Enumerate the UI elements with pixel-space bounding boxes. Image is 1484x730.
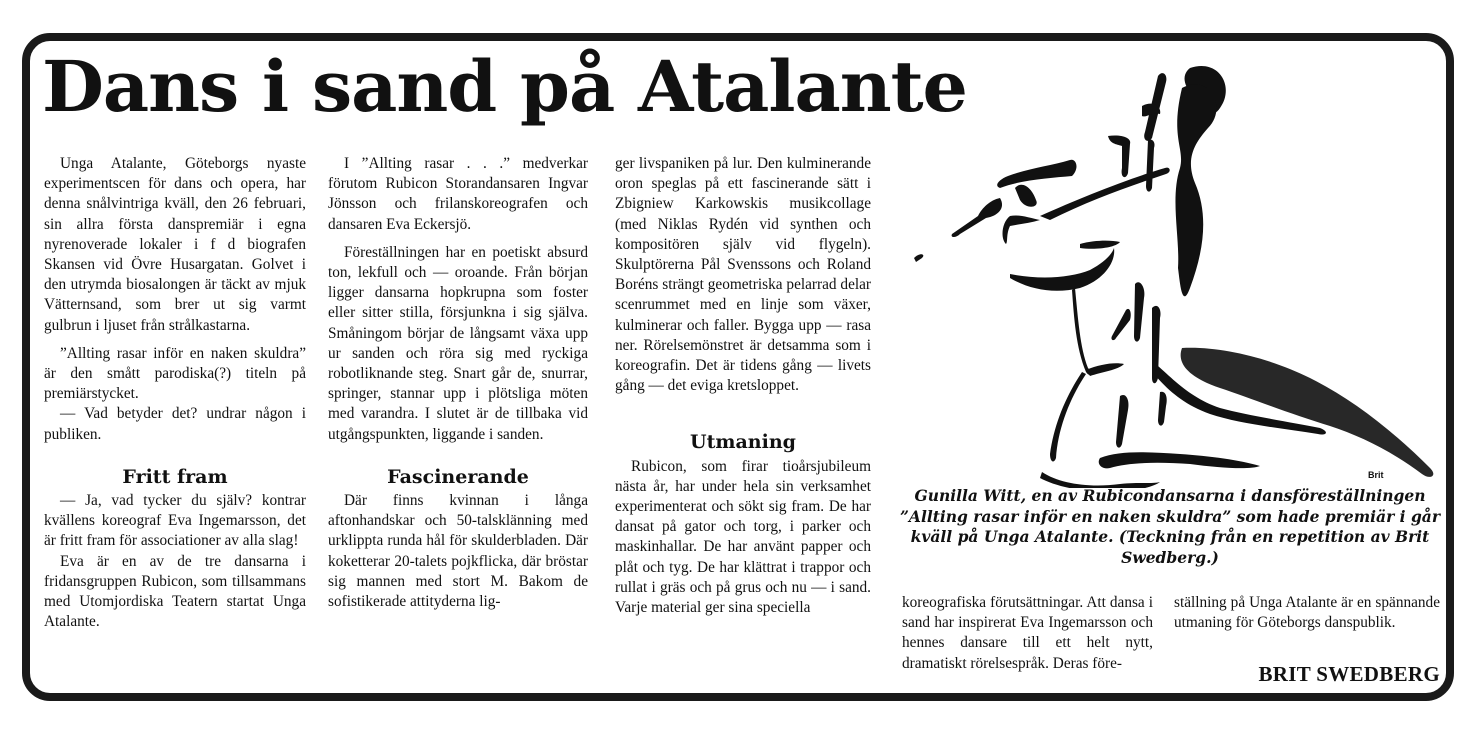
paragraph: ”Allting rasar inför en naken skuldra” är den smått parodiska(?) titeln på premiärstycket. xyxy=(44,344,306,403)
paragraph: — Vad betyder det? undrar någon i publiken. xyxy=(44,405,306,443)
paragraph: koreografiska förutsättningar. Att dansa i sand har inspirerat Eva Ingemarsson och hennes dansare till ett helt nytt, dramatiskt rörelsespråk. Deras före- xyxy=(902,594,1153,672)
paragraph: Föreställningen har en poetiskt absurd ton, lekfull och — oroande. Från början ligger dansarna hopkrupna som foster eller sitter stilla, försjunkna i sig själva. Småningom börjar de långsamt växa upp ur sanden och röra sig med ryckiga robotliknande steg. Snart går de, snurrar, springer, stannar upp i plötsliga möten med varandra. I slutet är de tillbaka vid utgångspunkten, liggande i sanden. xyxy=(328,243,588,443)
paragraph: ger livspaniken på lur. Den kulminerande oron speglas på ett fascinerande sätt i Zbigniew Karkowskis musikcollage (med Niklas Rydén vid synthen och kompositören själv vid flygeln). Skulptörerna Pål Svenssons och Roland Boréns strängt geometriska pelarrad delar scenrummet med en linje som växer, kulminerar och faller. Bygga upp — rasa ner. Rörelsemönstret är detsamma som i koreografin. Det är tidens gång — livets gång — det eviga kretsloppet. xyxy=(615,155,871,395)
article-column-5 xyxy=(1174,593,1440,633)
article-column-2 xyxy=(328,154,588,612)
paragraph: I ”Allting rasar . . .” medverkar förutom Rubicon Storandansaren Ingvar Jönsson och frilanskoreografen och dansaren Eva Eckersjö. xyxy=(328,155,588,233)
paragraph: — Ja, vad tycker du själv? kontrar kvällens koreograf Eva Ingemarsson, det är fritt fram för associationer av alla slag! xyxy=(44,492,306,550)
byline: BRIT SWEDBERG xyxy=(1258,662,1440,686)
paragraph: Unga Atalante, Göteborgs nyaste experimentscen för dans och opera, har denna snålvintriga kväll, den 26 februari, sin allra första danspremiär i egna nyrenoverade lokaler i f d biografen Skansen vid Övre Husargatan. Golvet i den utrymda biosalongen är täckt av mjuk Vätternsand, som brer ut sig varmt gulbrun i ljuset från strålkastarna. xyxy=(44,155,306,334)
subheading: Fritt fram xyxy=(122,465,228,488)
article-column-4 xyxy=(902,593,1153,674)
subheading: Utmaning xyxy=(690,431,796,454)
article-column-3 xyxy=(615,154,871,618)
dancer-drawing-icon xyxy=(890,48,1450,488)
headline: Dans i sand på Atalante xyxy=(42,45,967,128)
paragraph: ställning på Unga Atalante är en spännande utmaning för Göteborgs danspublik. xyxy=(1174,594,1440,632)
paragraph: Eva är en av de tre dansarna i fridansgruppen Rubicon, som tillsammans med Utomjordiska Teatern startat Unga Atalante. xyxy=(44,552,306,631)
illustration-caption: Gunilla Witt, en av Rubicondansarna i dansföreställningen ”Allting rasar inför en naken skuldra” som hade premiär i går kväll på Unga Atalante. (Teckning från en repetition av Brit Swedberg.) xyxy=(900,486,1440,567)
paragraph: Rubicon, som firar tioårsjubileum nästa år, har under hela sin verksamhet experimenterat och sökt sig fram. De har dansat på gator och torg, i parker och maskinhallar. De har använt papper och plåt och tyg. De har klättrat i trappor och rullat i gräs och på grus och nu — i sand. Varje material ger sina speciella xyxy=(615,457,871,617)
subheading: Fascinerande xyxy=(387,465,529,488)
article-column-1 xyxy=(44,154,306,632)
paragraph: Där finns kvinnan i långa aftonhandskar och 50-talsklänning med urklippta runda hål för skulderbladen. Där koketterar 20-talets pojkflicka, där bröstar sig mannen med stort M. Bakom de sofistikerade attityderna lig- xyxy=(328,492,588,611)
artist-signature: Brit xyxy=(1368,470,1384,480)
